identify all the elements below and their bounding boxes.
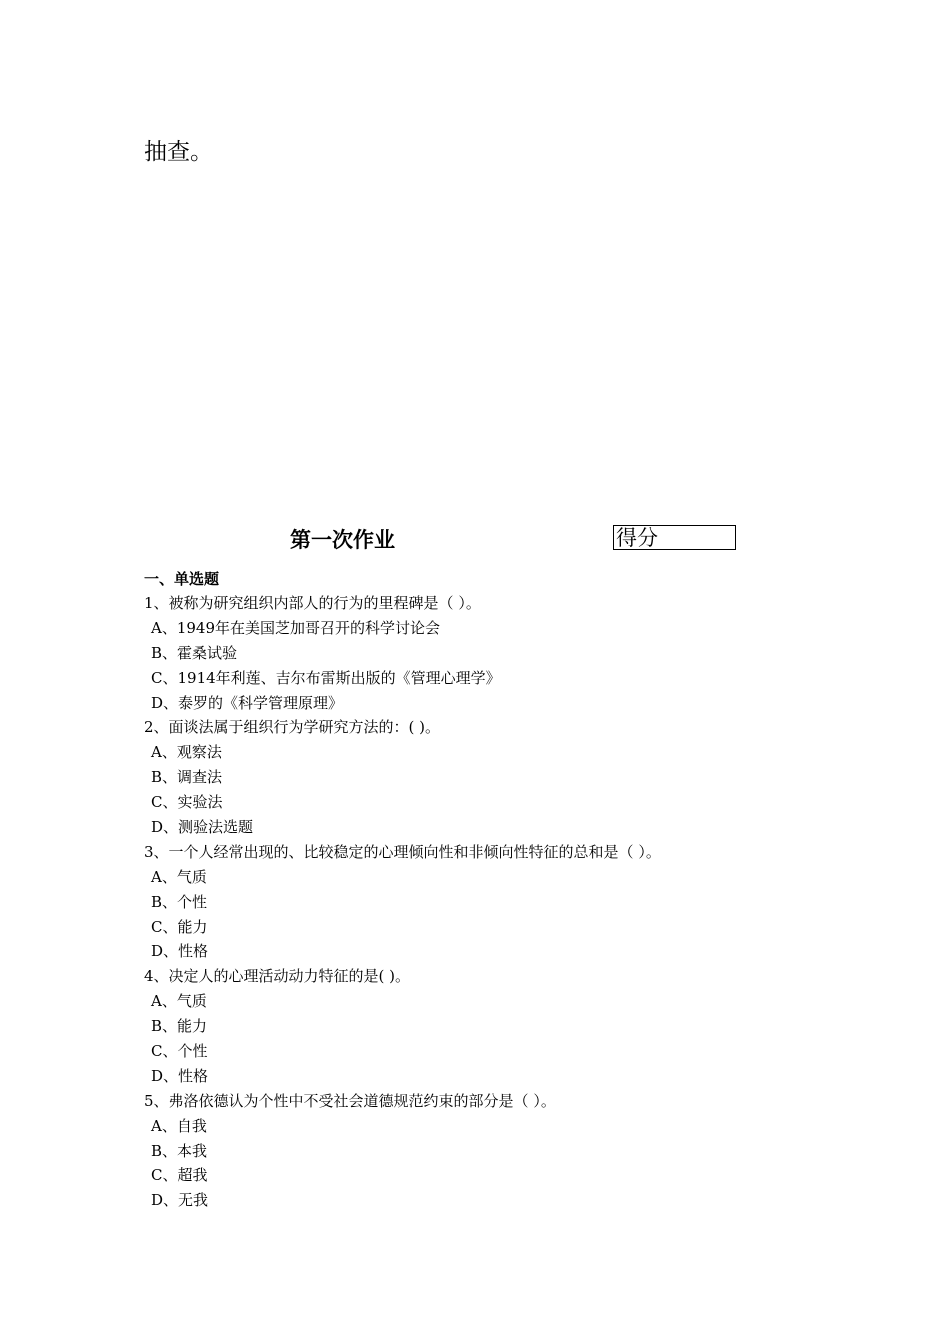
option-5c: C、超我 [151,1166,208,1185]
question-4: 4、决定人的心理活动动力特征的是( )。 [144,967,411,986]
option-5a: A、自我 [151,1116,207,1135]
option-1b: B、霍桑试验 [151,643,238,662]
option-4b: B、能力 [151,1017,208,1036]
score-box: 得分 [613,525,736,550]
question-1: 1、被称为研究组织内部人的行为的里程碑是（ ）。 [144,594,481,612]
option-2c: C、实验法 [151,793,223,812]
option-4d: D、性格 [151,1066,209,1085]
option-3a: A、气质 [151,867,207,886]
option-4a: A、气质 [151,992,207,1011]
option-5b: B、本我 [151,1141,208,1160]
option-1d: D、泰罗的《科学管理原理》 [151,693,344,712]
section-title: 一、单选题 [144,570,220,588]
question-3: 3、一个人经常出现的、比较稳定的心理倾向性和非倾向性特征的总和是（ ）。 [144,842,661,861]
option-2a: A、观察法 [151,743,222,762]
question-5: 5、弗洛依德认为个性中不受社会道德规范约束的部分是（ ）。 [144,1091,556,1110]
option-2b: B、调查法 [151,768,223,787]
text-fragment: 抽查。 [144,139,213,165]
question-list [144,591,864,1213]
option-3c: C、能力 [151,917,208,936]
option-2d: D、测验法选题 [151,818,254,837]
option-5d: D、无我 [151,1191,209,1210]
question-2: 2、面谈法属于组织行为学研究方法的：( )。 [144,718,441,737]
option-1c: C、1914年利莲、吉尔布雷斯出版的《管理心理学》 [151,668,501,687]
option-4c: C、个性 [151,1042,208,1061]
option-1a: A、1949年在美国芝加哥召开的科学讨论会 [151,618,441,637]
page-title: 第一次作业 [290,528,395,552]
option-3b: B、个性 [151,892,208,911]
option-3d: D、性格 [151,942,209,961]
